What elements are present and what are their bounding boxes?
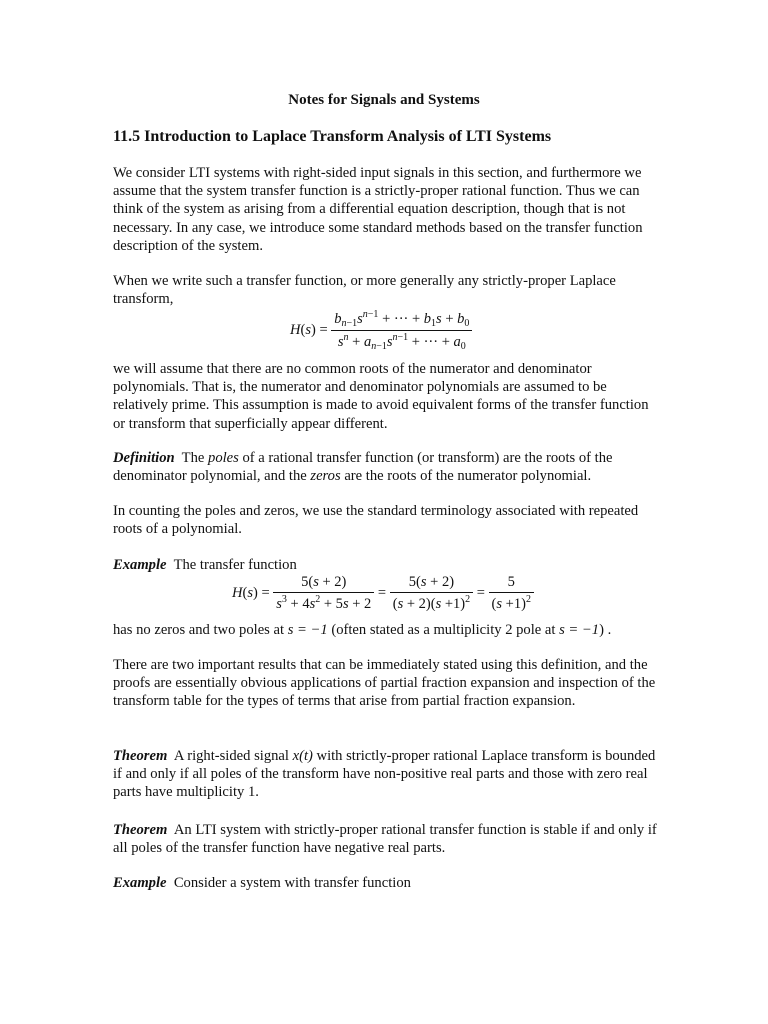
- example-1-text: The transfer function: [173, 557, 297, 573]
- example-1-pole-value-a: s = −1: [287, 622, 328, 638]
- document-title: Notes for Signals and Systems: [288, 92, 480, 108]
- paragraph-example-1-result: [113, 621, 658, 639]
- example-2-text: Consider a system with transfer function: [173, 875, 411, 891]
- paragraph-example-1: [113, 556, 658, 574]
- theorem-2-text: An LTI system with strictly-proper rational transfer function is stable if and only if all poles of the transfer function have negative real parts.: [113, 822, 657, 857]
- example-1-label: Example: [113, 557, 167, 573]
- example-1-result-text-a: has no zeros and two poles at: [113, 622, 285, 638]
- definition-label: Definition: [113, 450, 175, 466]
- example-1-pole-value-b: s = −1: [559, 622, 600, 638]
- definition-text-a: The: [181, 450, 205, 466]
- paragraph-theorem-2: [113, 821, 658, 857]
- paragraph-transfer-function-intro: When we write such a transfer function, or more generally any strictly-proper Laplace transform,: [113, 273, 616, 308]
- paragraph-counting-poles: In counting the poles and zeros, we use the standard terminology associated with repeated roots of a polynomial.: [113, 503, 639, 538]
- paragraph-intro: We consider LTI systems with right-sided input signals in this section, and furthermore we assume that the system transfer function is a strictly-proper rational function. Thus we can think of the system as arising from a differential equation description, though that is not necessary. In any case, we introduce some standard methods based on the transfer function description of the system.: [113, 165, 643, 254]
- theorem-1-signal: x(t): [292, 748, 313, 764]
- example-2-label: Example: [113, 875, 167, 891]
- example-1-result-text-c: ) .: [599, 622, 612, 638]
- example-1-result-text-b: (often stated as a multiplicity 2 pole at: [331, 622, 556, 638]
- theorem-1-label: Theorem: [113, 748, 168, 764]
- definition-term-poles: poles: [208, 450, 239, 466]
- theorem-1-text-b: with strictly-proper rational Laplace transform is bounded if and only if all poles of the transform have non-positive real parts and those with zero real parts have multiplicity 1.: [113, 748, 656, 801]
- definition-text-c: are the roots of the numerator polynomial.: [344, 468, 592, 485]
- definition-term-zeros: zeros: [310, 468, 341, 485]
- equation-general-transfer-function: H(s) = $\frac{b_{n-1}s^{n-1} + \cdot\cdot\cdot + b_1s + b_0}{s^n + a_{n-1}s^{n-1} + \cdot\cdot\cdot + a_0}$: [290, 309, 472, 352]
- paragraph-theorem-1: [113, 747, 658, 802]
- equation-example-transfer-function: H(s) = $\frac{5(s + 2)}{s^3 + 4s^2 + 5s + 2}$ = $\frac{5(s + 2)}{(s + 2)(s +1)^2}$ = $\frac{5}{(s +1)^2}$: [232, 574, 534, 613]
- paragraph-definition: [113, 449, 658, 485]
- theorem-1-text-a: A right-sided signal: [173, 748, 289, 764]
- section-heading: 11.5 Introduction to Laplace Transform Analysis of LTI Systems: [113, 128, 552, 145]
- paragraph-example-2: [113, 874, 658, 892]
- paragraph-important-results: There are two important results that can be immediately stated using this definition, and the proofs are essentially obvious applications of partial fraction expansion and inspection of the transform table for the types of terms that arise from partial fraction expansion.: [113, 657, 656, 710]
- theorem-2-label: Theorem: [113, 822, 168, 838]
- paragraph-relatively-prime: we will assume that there are no common roots of the numerator and denominator polynomials. That is, the numerator and denominator polynomials are assumed to be relatively prime. This assumption is made to avoid equivalent forms of the transfer function or transform that superficially appear different.: [113, 361, 649, 432]
- definition-text-b: of a rational transfer function (or transform) are the roots of the denominator polynomial, and the: [113, 450, 613, 485]
